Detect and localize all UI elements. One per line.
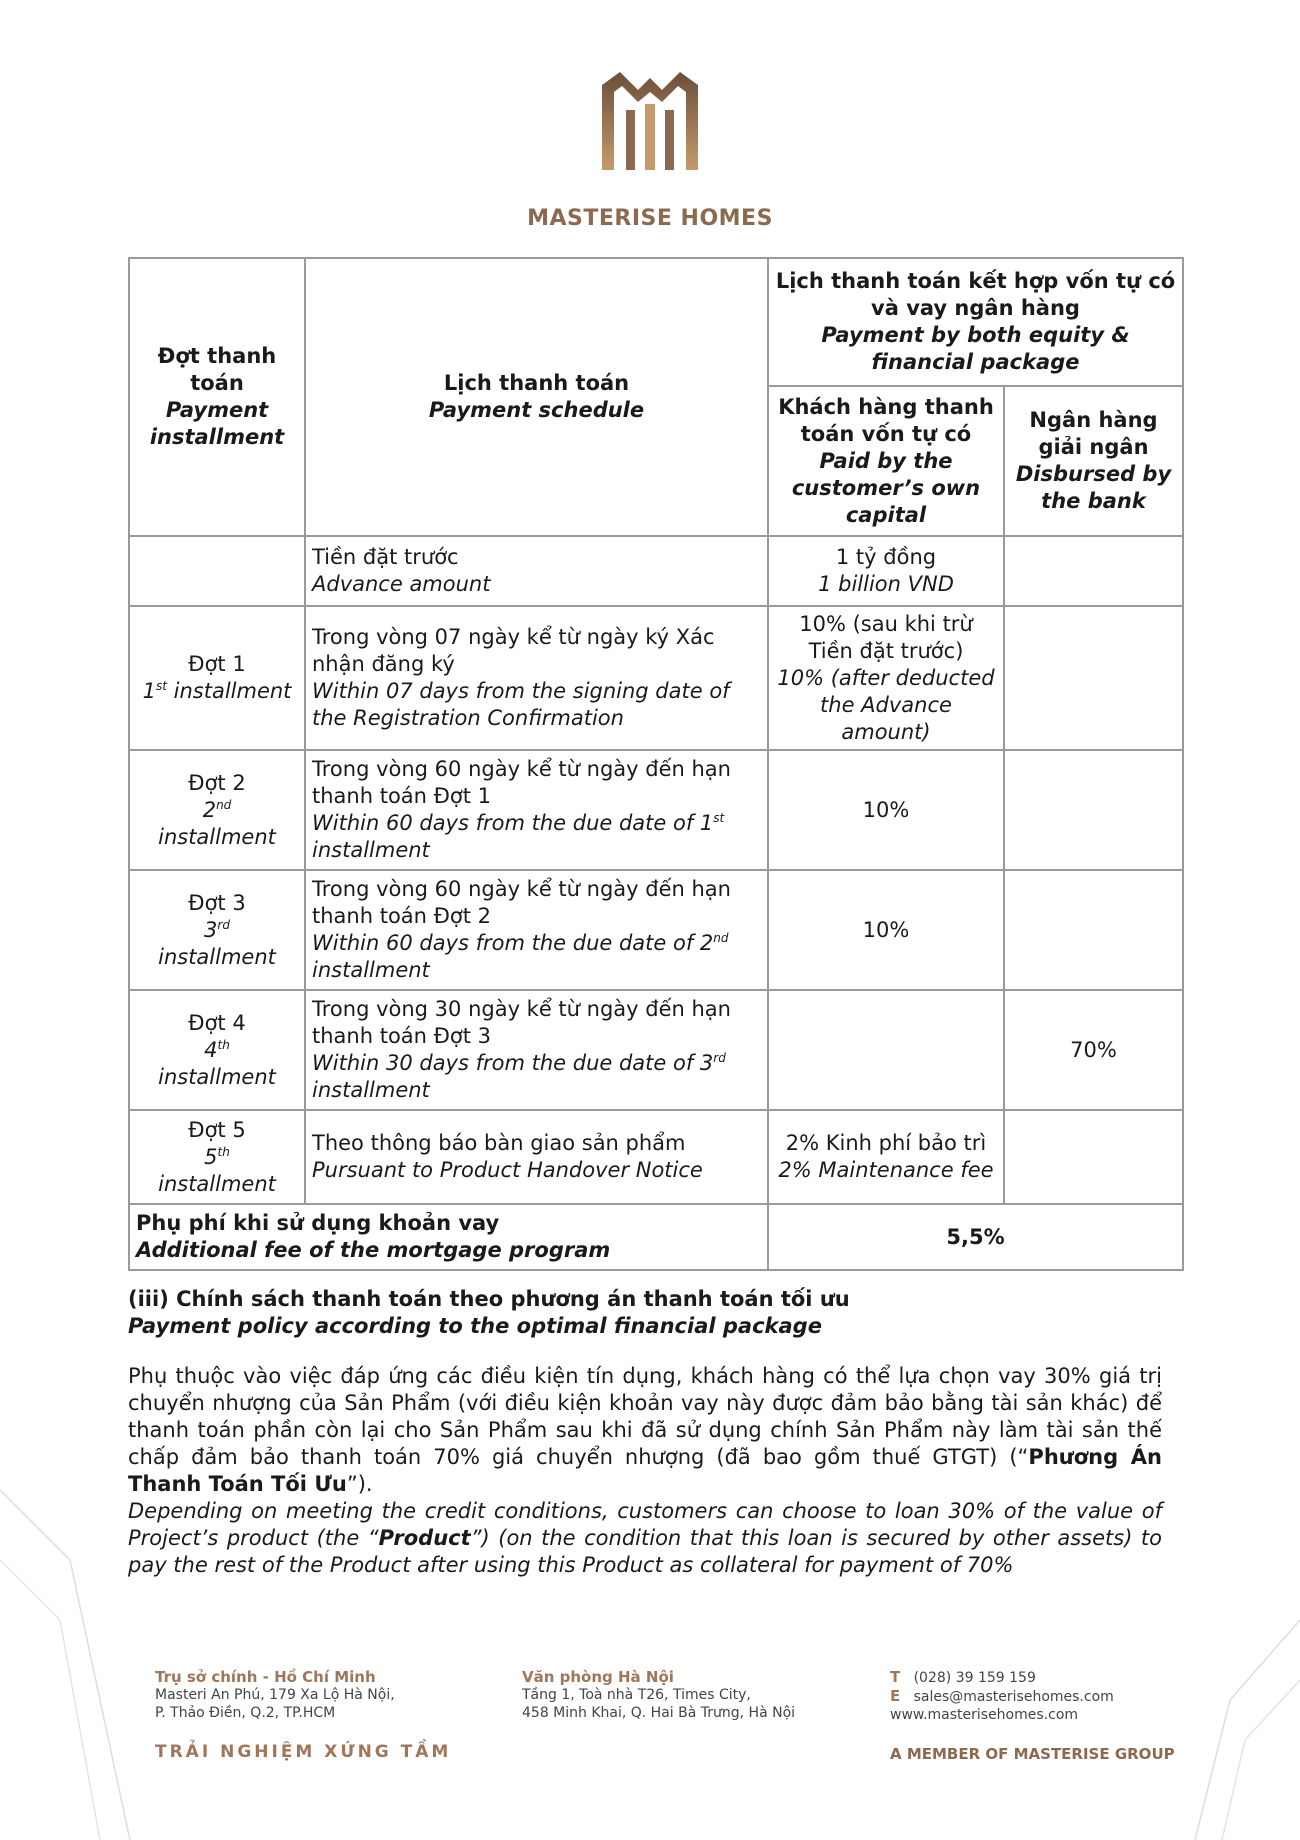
section-heading: (iii) Chính sách thanh toán theo phương án thanh toán tối ưu Payment policy according to the optimal financial package	[128, 1287, 850, 1338]
footer-contact: T (028) 39 159 159 E sales@masterisehomes.com www.masterisehomes.com	[890, 1668, 1114, 1723]
advance-customer: 1 tỷ đồng 1 billion VND	[768, 536, 1004, 606]
schedule-cell: Trong vòng 60 ngày kể từ ngày đến hạn thanh toán Đợt 2 Within 60 days from the due date of 2nd installment	[305, 870, 768, 990]
email-link[interactable]: sales@masterisehomes.com	[913, 1689, 1114, 1705]
bank-cell: 70%	[1004, 990, 1183, 1110]
schedule-cell: Trong vòng 30 ngày kể từ ngày đến hạn thanh toán Đợt 3 Within 30 days from the due date of 3rd installment	[305, 990, 768, 1110]
fee-value: 5,5%	[768, 1204, 1183, 1270]
header-customer: Khách hàng thanh toán vốn tự có Paid by the customer’s own capital	[768, 386, 1004, 536]
brand-name: MASTERISE HOMES	[527, 206, 773, 231]
installment-cell: Đợt 4 4th installment	[129, 990, 305, 1110]
table-row-advance	[129, 536, 1183, 606]
table-row	[129, 870, 1183, 990]
customer-cell: 10%	[768, 750, 1004, 870]
footer-hn-office: Văn phòng Hà Nội Tầng 1, Toà nhà T26, Times City, 458 Minh Khai, Q. Hai Bà Trưng, Hà Nội	[522, 1668, 796, 1721]
table-row-fee	[129, 1204, 1183, 1270]
advance-schedule: Tiền đặt trước Advance amount	[305, 536, 768, 606]
table-row	[129, 750, 1183, 870]
phone-number: (028) 39 159 159	[913, 1670, 1036, 1686]
header-combined: Lịch thanh toán kết hợp vốn tự có và vay ngân hàng Payment by both equity & financial package	[768, 258, 1183, 386]
table-row	[129, 1110, 1183, 1204]
customer-cell: 10%	[768, 870, 1004, 990]
installment-cell: Đợt 1 1st installment	[129, 606, 305, 750]
installment-cell: Đợt 2 2nd installment	[129, 750, 305, 870]
tagline: TRẢI NGHIỆM XỨNG TẦM	[155, 1742, 452, 1762]
table-row	[129, 990, 1183, 1110]
schedule-cell: Trong vòng 60 ngày kể từ ngày đến hạn thanh toán Đợt 1 Within 60 days from the due date of 1st installment	[305, 750, 768, 870]
header-installment: Đợt thanh toán Payment installment	[129, 258, 305, 536]
member-group: A MEMBER OF MASTERISE GROUP	[890, 1745, 1175, 1763]
customer-cell: 2% Kinh phí bảo trì 2% Maintenance fee	[768, 1110, 1004, 1204]
masterise-m-logo-icon	[590, 70, 710, 170]
installment-cell: Đợt 3 3rd installment	[129, 870, 305, 990]
footer-hcm-office: Trụ sở chính - Hồ Chí Minh Masteri An Phú, 179 Xa Lộ Hà Nội, P. Thảo Điền, Q.2, TP.HCM	[155, 1668, 395, 1721]
website-link[interactable]: www.masterisehomes.com	[890, 1707, 1079, 1723]
header-bank: Ngân hàng giải ngân Disbursed by the bank	[1004, 386, 1183, 536]
table-row	[129, 606, 1183, 750]
fee-label: Phụ phí khi sử dụng khoản vay Additional fee of the mortgage program	[129, 1204, 768, 1270]
customer-cell: 10% (sau khi trừ Tiền đặt trước) 10% (after deducted the Advance amount)	[768, 606, 1004, 750]
installment-cell: Đợt 5 5th installment	[129, 1110, 305, 1204]
policy-paragraph: Phụ thuộc vào việc đáp ứng các điều kiện tín dụng, khách hàng có thể lựa chọn vay 30% giá trị chuyển nhượng của Sản Phẩm (với điều kiện khoản vay này được đảm bảo bằng tài sản khác) để thanh toán phần còn lại cho Sản Phẩm sau khi đã sử dụng chính Sản Phẩm này làm tài sản thế chấp đảm bảo thanh toán 70% giá chuyển nhượng (đã bao gồm thuế GTGT) (“Phương Án Thanh Toán Tối Ưu”). Depending on meeting the credit conditions, customers can choose to loan 30% of the value of Project’s product (the “Product”) (on the condition that this loan is secured by other assets) to pay the rest of the Product after using this Product as collateral for payment of 70%	[128, 1364, 1163, 1577]
schedule-cell: Trong vòng 07 ngày kể từ ngày ký Xác nhận đăng ký Within 07 days from the signing date of the Registration Confirmation	[305, 606, 768, 750]
payment-schedule-table	[128, 257, 1184, 1271]
schedule-cell: Theo thông báo bàn giao sản phẩm Pursuant to Product Handover Notice	[305, 1110, 768, 1204]
header-schedule: Lịch thanh toán Payment schedule	[305, 258, 768, 536]
